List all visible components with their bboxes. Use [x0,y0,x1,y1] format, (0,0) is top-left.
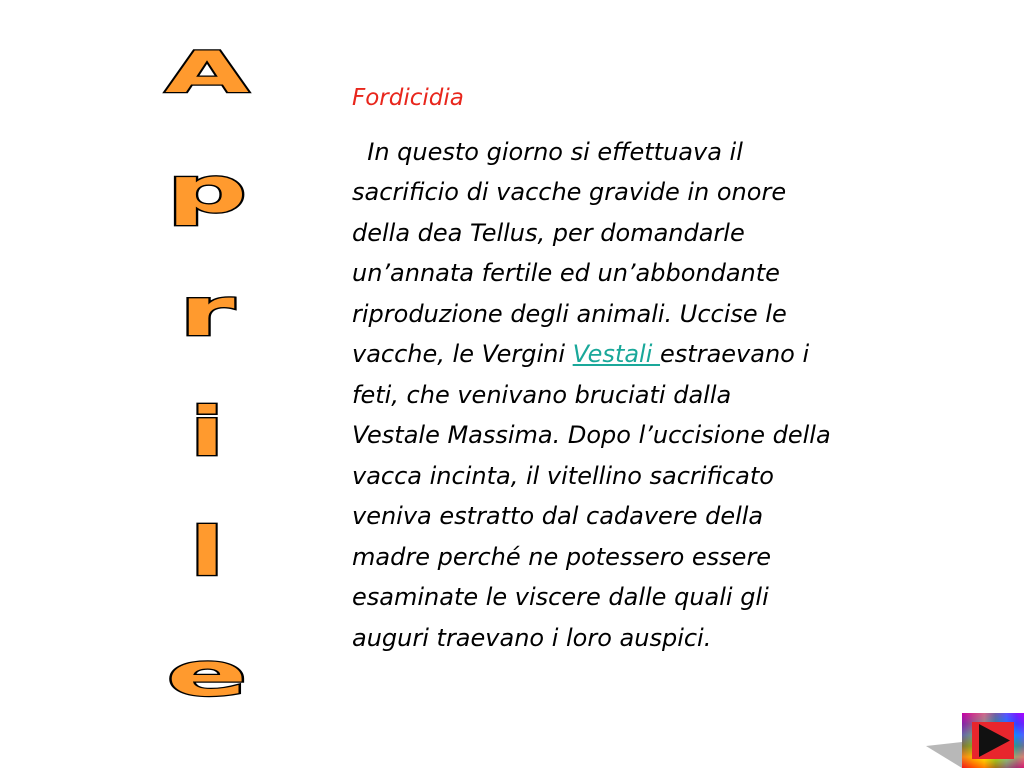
content-area [352,84,982,658]
title-letter-1: A [165,39,249,106]
body-paragraph [352,132,982,659]
vertical-month-title [140,30,275,710]
title-letter-5: l [190,513,224,591]
vestali-link[interactable]: Vestali [572,340,661,369]
paragraph-text-after-link: estraevano i feti, che venivano bruciati dalla Vestale Massima. Dopo l’uccisione della vacca incinta, il vitellino sacrificato veniva estratto dal cadavere della madre perché ne potessero essere esaminate le viscere dalle quali gli auguri traevano i loro auspici. [352,340,831,652]
nav-button-shadow [926,742,966,768]
title-letter-4: i [190,393,224,471]
paragraph-text-before-link: In questo giorno si effettuava il sacrificio di vacche gravide in onore della dea Tellus, per domandarle un’annata fertile ed un’abbondante riproduzione degli animali. Uccise le vacche, le Vergini [352,137,787,369]
next-slide-button[interactable] [962,713,1024,768]
section-heading: Fordicidia [352,85,464,111]
title-letter-3: r [179,273,235,351]
title-letter-2: p [166,154,248,228]
title-letter-6: e [166,640,248,710]
